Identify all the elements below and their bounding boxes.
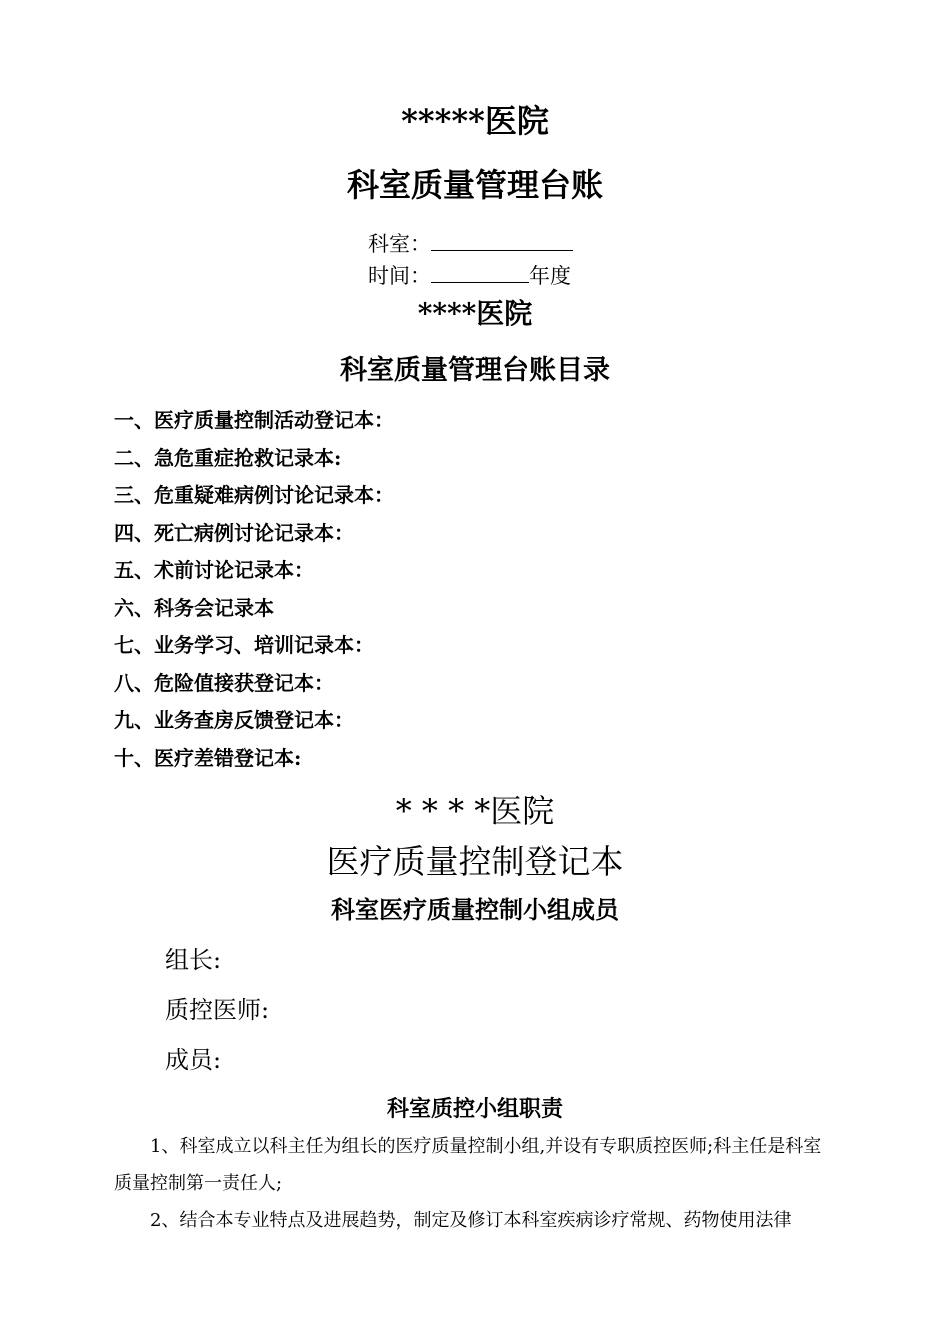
toc-item: 九、业务查房反馈登记本： [114, 708, 354, 732]
duty-paragraph: 2、结合本专业特点及进展趋势，制定及修订本科室疾病诊疗常规、药物使用法律 [150, 1210, 792, 1231]
ledger-title: 科室质量管理台账 [346, 166, 603, 204]
toc-item: 七、业务学习、培训记录本： [114, 633, 374, 657]
leader-label: 组长: [165, 946, 222, 974]
duties-text [114, 1128, 838, 1239]
toc-item: 十、医疗差错登记本: [114, 745, 302, 770]
toc-item: 三、危重疑难病例讨论记录本： [114, 483, 394, 507]
toc-item: 四、死亡病例讨论记录本： [114, 520, 354, 545]
department-field [368, 228, 573, 258]
toc-item: 六、科务会记录本 [114, 595, 274, 620]
section-title: 医疗质量控制登记本 [326, 842, 624, 881]
toc-hospital-title: ****医院 [417, 297, 533, 330]
toc-list [114, 402, 394, 777]
year-suffix: 年度 [529, 264, 571, 288]
qc-doctor-label: 质控医师: [165, 996, 270, 1024]
section-subtitle: 科室医疗质量控制小组成员 [331, 895, 619, 924]
department-blank-line [431, 230, 573, 251]
time-field [368, 260, 571, 290]
toc-item: 八、危险值接获登记本： [114, 670, 334, 695]
hospital-title: *****医院 [401, 102, 549, 140]
year-blank-line [431, 262, 529, 283]
member-label: 成员: [165, 1046, 222, 1074]
toc-item: 一、医疗质量控制活动登记本： [114, 408, 394, 432]
toc-item: 五、术前讨论记录本： [114, 558, 314, 582]
department-label: 科室： [368, 232, 431, 256]
section-hospital-title: * * * *医院 [395, 792, 555, 830]
time-label: 时间： [368, 264, 431, 288]
toc-item: 二、急危重症抢救记录本: [114, 445, 342, 470]
toc-title: 科室质量管理台账目录 [340, 355, 610, 386]
duties-title: 科室质控小组职责 [386, 1096, 563, 1122]
duty-paragraph: 1、科室成立以科主任为组长的医疗质量控制小组,并设有专职质控医师;科主任是科室质量控制第一责任人; [114, 1136, 822, 1194]
